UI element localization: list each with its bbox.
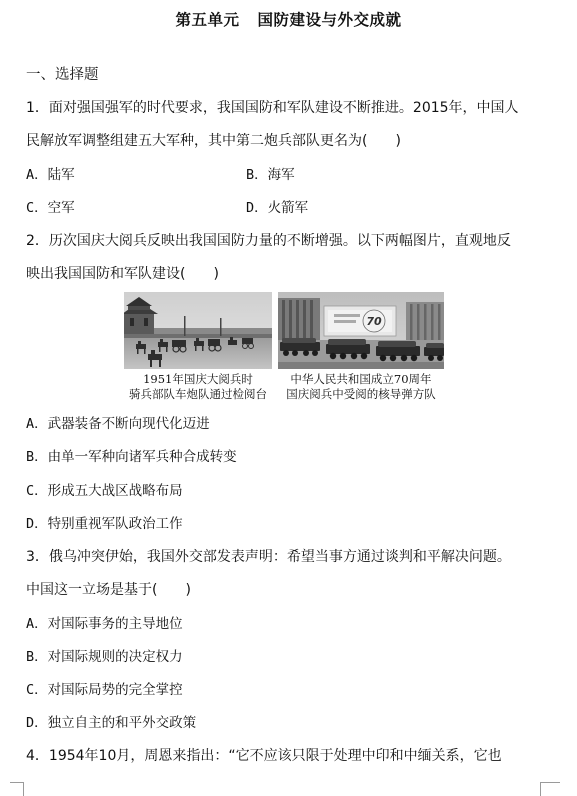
q3-option-b[interactable]: B．对国际规则的决定权力 <box>26 649 183 665</box>
q1-option-a[interactable]: A．陆军 <box>26 167 75 183</box>
question-2-line-2: 映出我国国防和军队建设( ) <box>26 266 219 282</box>
question-1-line-1: 1．面对强国强军的时代要求，我国国防和军队建设不断推进。2015年，中国人 <box>26 100 519 116</box>
question-4-line-1: 4．1954年10月，周恩来指出：“它不应该只限于处理中印和中缅关系，它也 <box>26 748 502 764</box>
section-heading: 一、选择题 <box>26 67 99 83</box>
crop-mark-left-vertical <box>23 782 24 796</box>
crop-mark-right <box>540 782 560 783</box>
parade-1951-photo <box>124 292 272 369</box>
q3-option-d[interactable]: D．独立自主的和平外交政策 <box>26 715 197 731</box>
crop-mark-right-vertical <box>540 782 541 796</box>
q1-option-d[interactable]: D．火箭军 <box>246 200 309 216</box>
parade-70th-photo <box>278 292 444 369</box>
unit-name: 国防建设与外交成就 <box>257 10 402 29</box>
q2-option-d[interactable]: D．特别重视军队政治工作 <box>26 516 183 532</box>
question-3-line-1: 3．俄乌冲突伊始，我国外交部发表声明：希望当事方通过谈判和平解决问题。 <box>26 549 511 565</box>
crop-mark-left <box>10 782 24 783</box>
q1-option-b[interactable]: B．海军 <box>246 167 295 183</box>
figure-2-caption: 中华人民共和国成立70周年 国庆阅兵中受阅的核导弹方队 <box>286 372 436 401</box>
q3-option-a[interactable]: A．对国际事务的主导地位 <box>26 616 183 632</box>
q2-option-a[interactable]: A．武器装备不断向现代化迈进 <box>26 416 210 432</box>
question-1-line-2: 民解放军调整组建五大军种，其中第二炮兵部队更名为( ) <box>26 133 401 149</box>
unit-number: 第五单元 <box>175 10 240 29</box>
figure-1-caption: 1951年国庆大阅兵时 骑兵部队车炮队通过检阅台 <box>129 372 267 401</box>
unit-title <box>0 8 577 30</box>
q2-option-c[interactable]: C．形成五大战区战略布局 <box>26 483 183 499</box>
question-2-line-1: 2．历次国庆大阅兵反映出我国国防力量的不断增强。以下两幅图片，直观地反 <box>26 233 511 249</box>
q2-option-b[interactable]: B．由单一军种向诸军兵种合成转变 <box>26 449 237 465</box>
q1-option-c[interactable]: C．空军 <box>26 200 75 216</box>
question-3-line-2: 中国这一立场是基于( ) <box>26 582 191 598</box>
q3-option-c[interactable]: C．对国际局势的完全掌控 <box>26 682 183 698</box>
anniversary-badge-text: 70 <box>366 315 382 328</box>
